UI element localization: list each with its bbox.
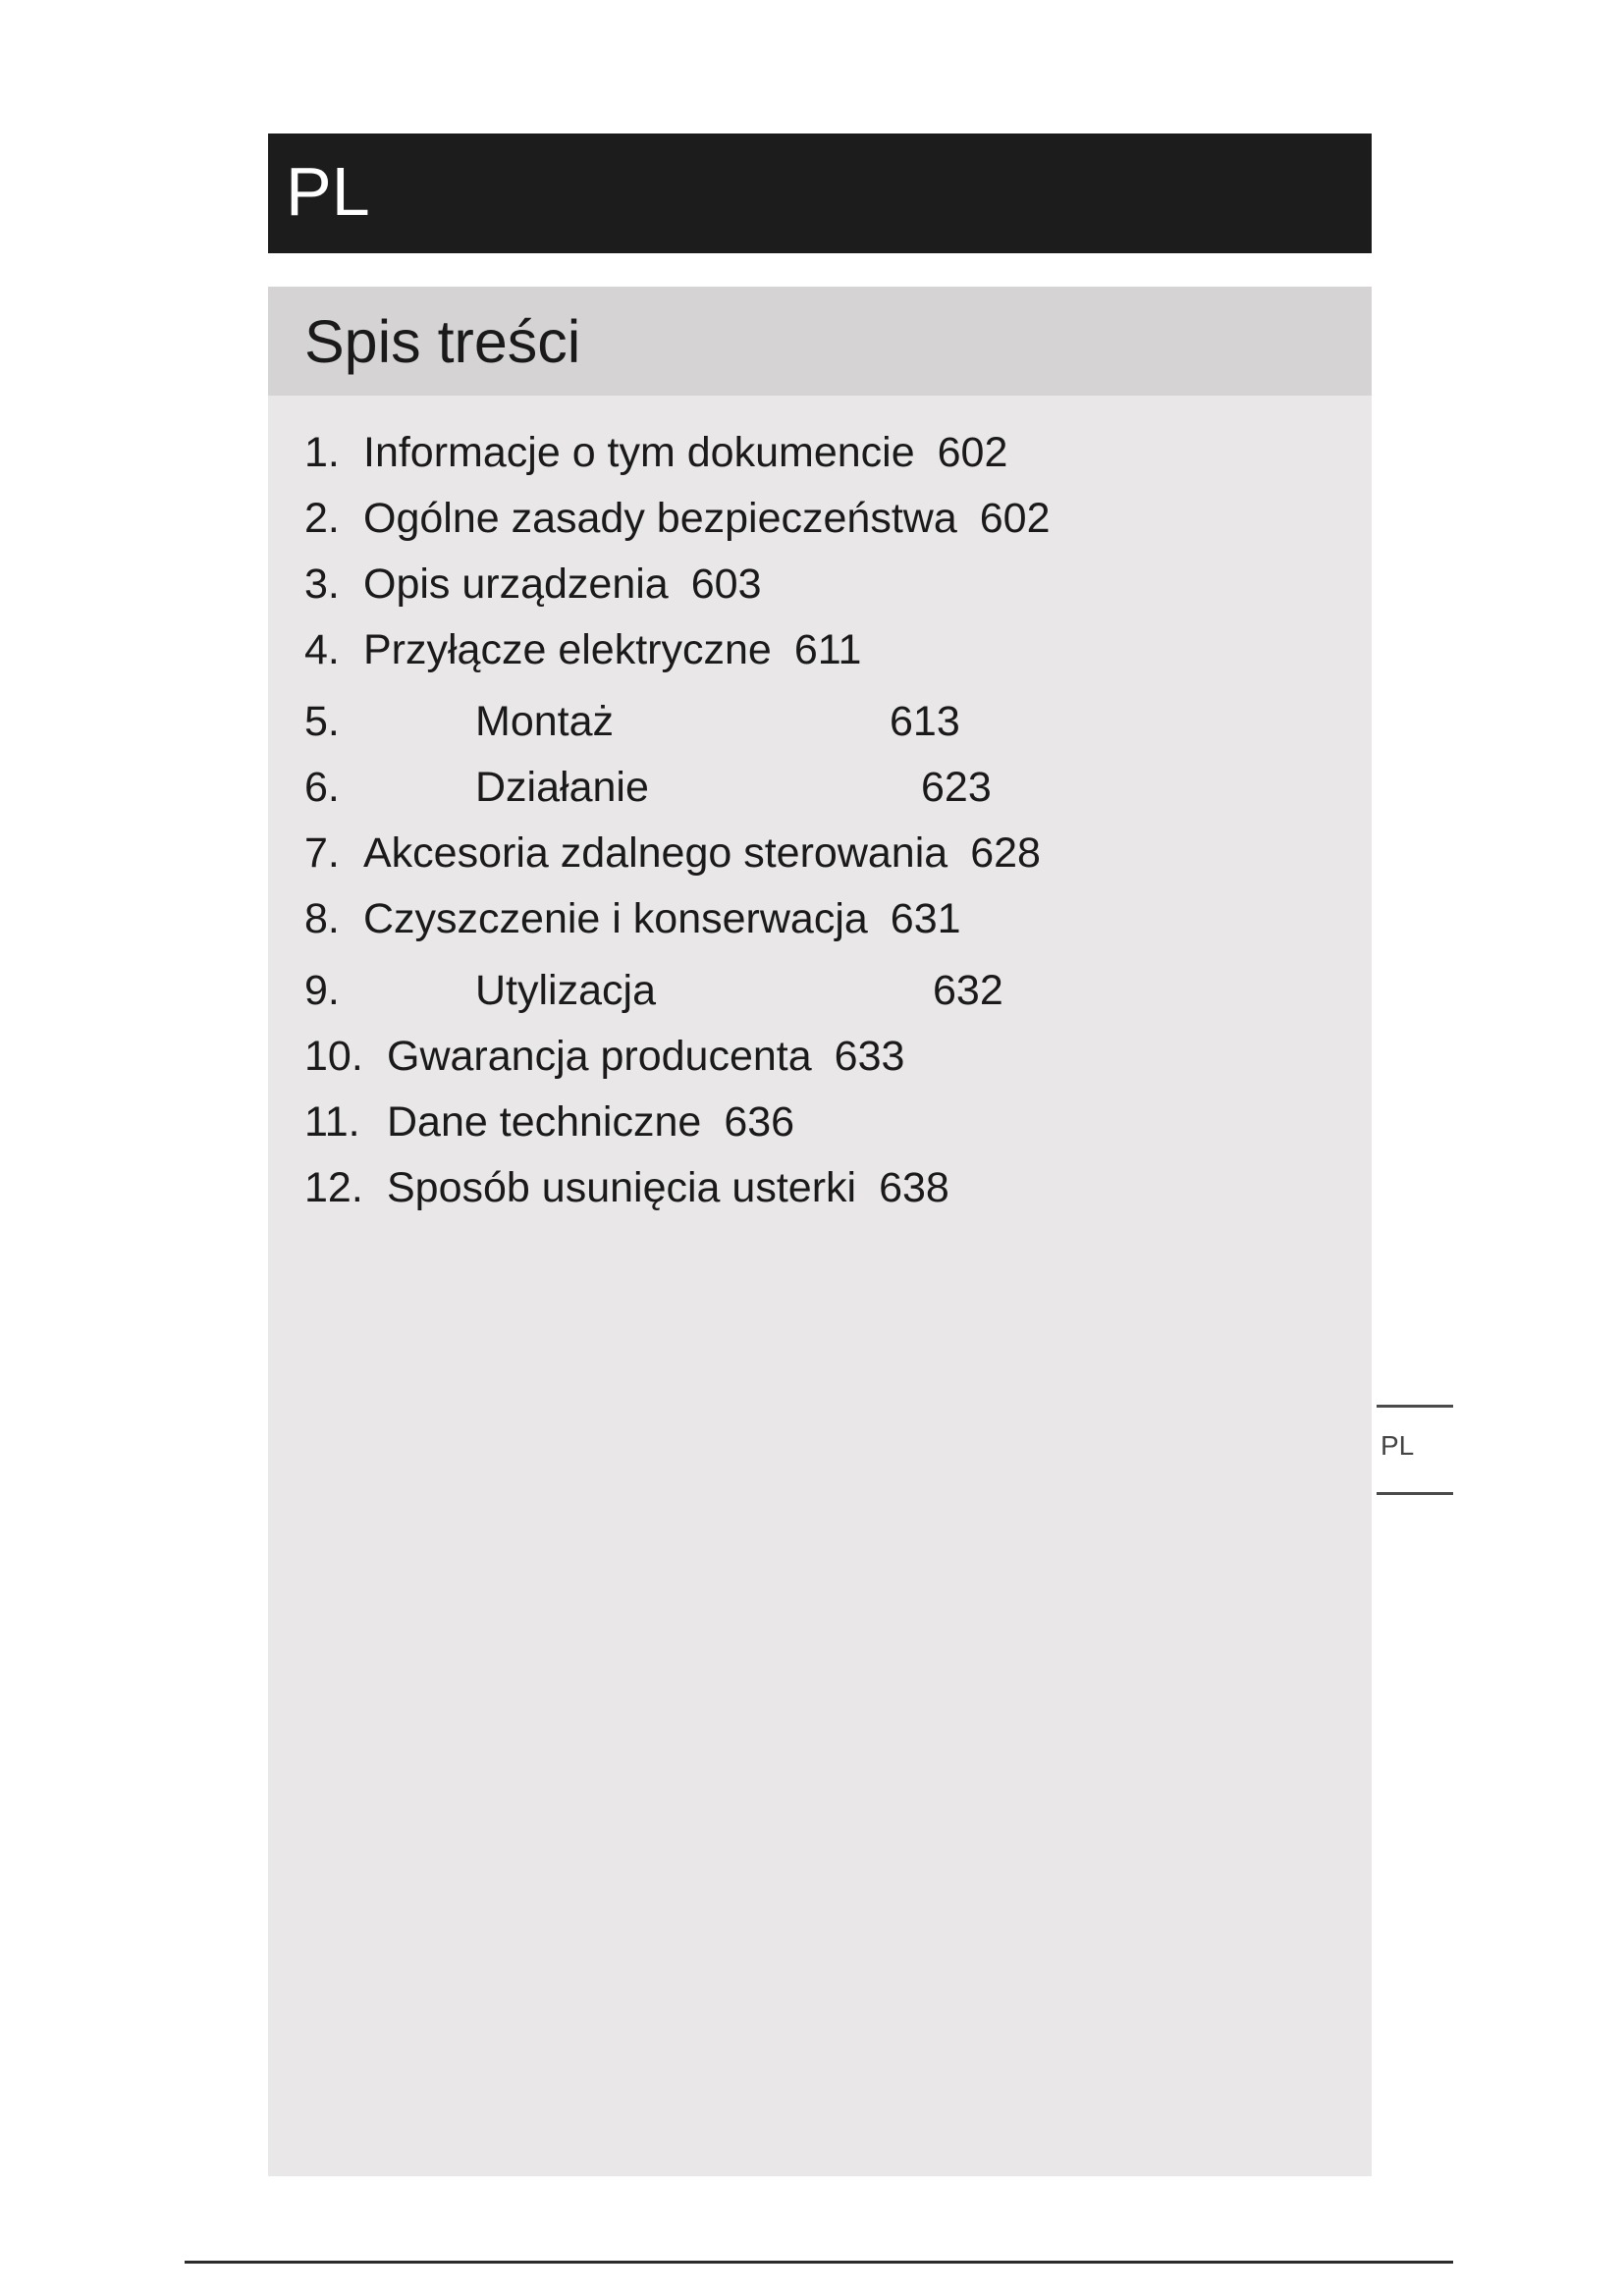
toc-entry-label: Informacje o tym dokumencie: [363, 429, 915, 476]
toc-entry-number: 3.: [304, 561, 340, 608]
toc-entry-label: Montaż: [475, 698, 615, 745]
toc-entry-number: 10.: [304, 1033, 363, 1080]
toc-entry[interactable]: [304, 491, 1051, 546]
toc-entry-label: Sposób usunięcia usterki: [387, 1164, 857, 1211]
toc-entry[interactable]: [304, 1095, 794, 1149]
toc-entry-number: 6.: [304, 764, 340, 811]
toc-entry[interactable]: [304, 891, 961, 946]
toc-entry[interactable]: [304, 760, 992, 815]
table-of-contents-panel: [268, 287, 1372, 2176]
toc-entry-label: Gwarancja producenta: [387, 1033, 812, 1080]
toc-entry-page: 628: [970, 829, 1041, 877]
toc-entry-page: 613: [890, 698, 960, 745]
toc-entry-page: 631: [890, 895, 961, 942]
toc-entry-number: 1.: [304, 429, 340, 476]
toc-entry-number: 2.: [304, 495, 340, 542]
toc-entry[interactable]: [304, 425, 1007, 480]
toc-entry-page: 623: [921, 764, 992, 811]
toc-entry-page: 602: [937, 429, 1008, 476]
toc-entry-page: 632: [933, 967, 1003, 1014]
language-header-bar: [268, 133, 1372, 253]
toc-entry-label: Akcesoria zdalnego sterowania: [363, 829, 948, 877]
toc-entry[interactable]: [304, 1029, 904, 1084]
language-side-tab: [1377, 1405, 1453, 1495]
toc-list: [304, 287, 1345, 1268]
toc-entry-label: Dane techniczne: [387, 1098, 702, 1146]
toc-entry-label: Opis urządzenia: [363, 561, 669, 608]
toc-entry-label: Przyłącze elektryczne: [363, 626, 772, 673]
toc-entry-page: 602: [979, 495, 1051, 542]
toc-entry-number: 8.: [304, 895, 340, 942]
toc-entry-number: 12.: [304, 1164, 363, 1211]
toc-entry-number: 9.: [304, 967, 340, 1014]
toc-entry[interactable]: [304, 557, 761, 612]
toc-entry-page: 638: [879, 1164, 949, 1211]
toc-entry-page: 636: [724, 1098, 795, 1146]
toc-entry[interactable]: [304, 694, 960, 749]
toc-entry-label: Działanie: [475, 764, 649, 811]
toc-entry-label: Utylizacja: [475, 967, 656, 1014]
toc-entry-label: Ogólne zasady bezpieczeństwa: [363, 495, 957, 542]
toc-entry-number: 5.: [304, 698, 340, 745]
toc-entry[interactable]: [304, 963, 1003, 1018]
toc-entry[interactable]: [304, 1160, 949, 1215]
toc-entry-number: 11.: [304, 1098, 360, 1146]
toc-entry-number: 7.: [304, 829, 340, 877]
side-tab-label: PL: [1380, 1430, 1415, 1461]
toc-entry-page: 603: [690, 561, 762, 608]
toc-title: Spis treści: [304, 308, 581, 375]
toc-entry-number: 4.: [304, 626, 340, 673]
footer-divider: [185, 2261, 1453, 2264]
toc-entry[interactable]: [304, 826, 1041, 881]
toc-entry[interactable]: [304, 622, 861, 677]
toc-entry-page: 633: [834, 1033, 905, 1080]
toc-entry-page: 611: [793, 626, 862, 673]
language-code-heading: PL: [286, 153, 370, 230]
toc-entry-label: Czyszczenie i konserwacja: [363, 895, 868, 942]
